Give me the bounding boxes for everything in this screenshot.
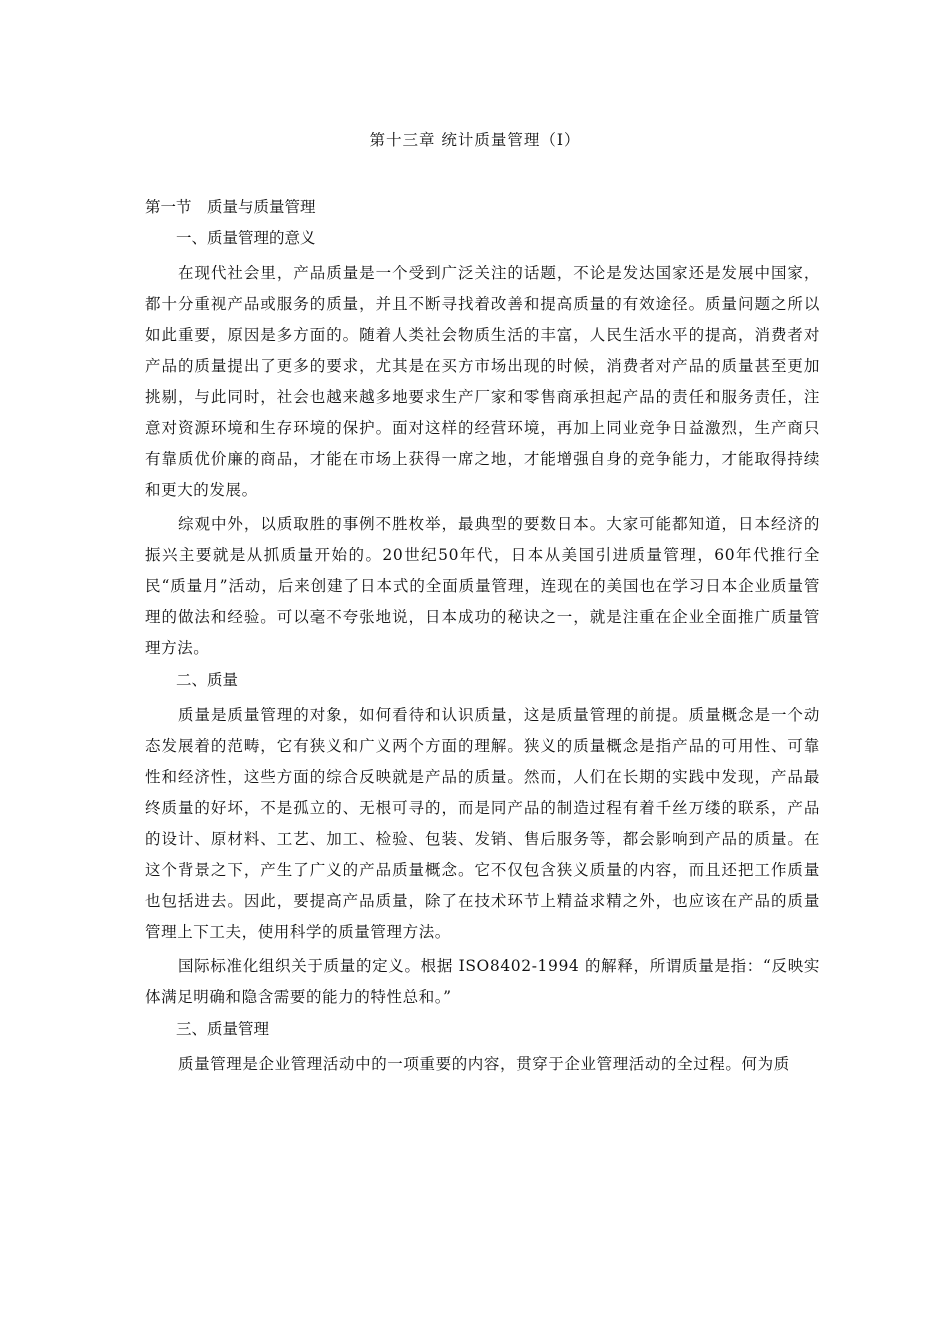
paragraph: 质量管理是企业管理活动中的一项重要的内容，贯穿于企业管理活动的全过程。何为质 — [178, 1055, 790, 1073]
paragraph: 在现代社会里，产品质量是一个受到广泛关注的话题，不论是发达国家还是发展中国家，都十分重视产品或服务的质量，并且不断寻找着改善和提高质量的有效途径。质量问题之所以如此重要，原因是多方面的。随着人类社会物质生活的丰富，人民生活水平的提高，消费者对产品的质量提出了更多的要求，尤其是在买方市场出现的时候，消费者对产品的质量甚至更加挑剔，与此同时，社会也越来越多地要求生产厂家和零售商承担起产品的责任和服务责任，注意对资源环境和生存环境的保护。面对这样的经营环境，再加上同业竞争日益激烈，生产商只有靠质优价廉的商品，才能在市场上获得一席之地，才能增强自身的竞争能力，才能取得持续和更大的发展。 — [145, 264, 820, 499]
section-title: 第一节 质量与质量管理 — [145, 198, 316, 216]
paragraph: 质量是质量管理的对象，如何看待和认识质量，这是质量管理的前提。质量概念是一个动态发展着的范畴，它有狭义和广义两个方面的理解。狭义的质量概念是指产品的可用性、可靠性和经济性，这些方面的综合反映就是产品的质量。然而，人们在长期的实践中发现，产品最终质量的好坏，不是孤立的、无根可寻的，而是同产品的制造过程有着千丝万缕的联系，产品的设计、原材料、工艺、加工、检验、包装、发销、售后服务等，都会影响到产品的质量。在这个背景之下，产生了广义的产品质量概念。它不仅包含狭义质量的内容，而且还把工作质量也包括进去。因此，要提高产品质量，除了在技术环节上精益求精之外，也应该在产品的质量管理上下工夫，使用科学的质量管理方法。 — [145, 706, 820, 941]
subsection-heading-quality: 二、质量 — [176, 671, 239, 689]
document-body — [145, 194, 820, 1080]
chapter-title: 第十三章 统计质量管理（I） — [369, 131, 581, 149]
paragraph: 国际标准化组织关于质量的定义。根据 ISO8402-1994 的解释，所谓质量是指：“反映实体满足明确和隐含需要的能力的特性总和。” — [145, 957, 820, 1006]
paragraph: 综观中外，以质取胜的事例不胜枚举，最典型的要数日本。大家可能都知道，日本经济的振兴主要就是从抓质量开始的。20世纪50年代，日本从美国引进质量管理，60年代推行全民“质量月”活动，后来创建了日本式的全面质量管理，连现在的美国也在学习日本企业质量管理的做法和经验。可以毫不夸张地说，日本成功的秘诀之一，就是注重在企业全面推广质量管理方法。 — [145, 515, 820, 657]
subsection-heading-quality-management: 三、质量管理 — [176, 1020, 270, 1038]
subsection-heading-significance: 一、质量管理的意义 — [176, 229, 316, 247]
